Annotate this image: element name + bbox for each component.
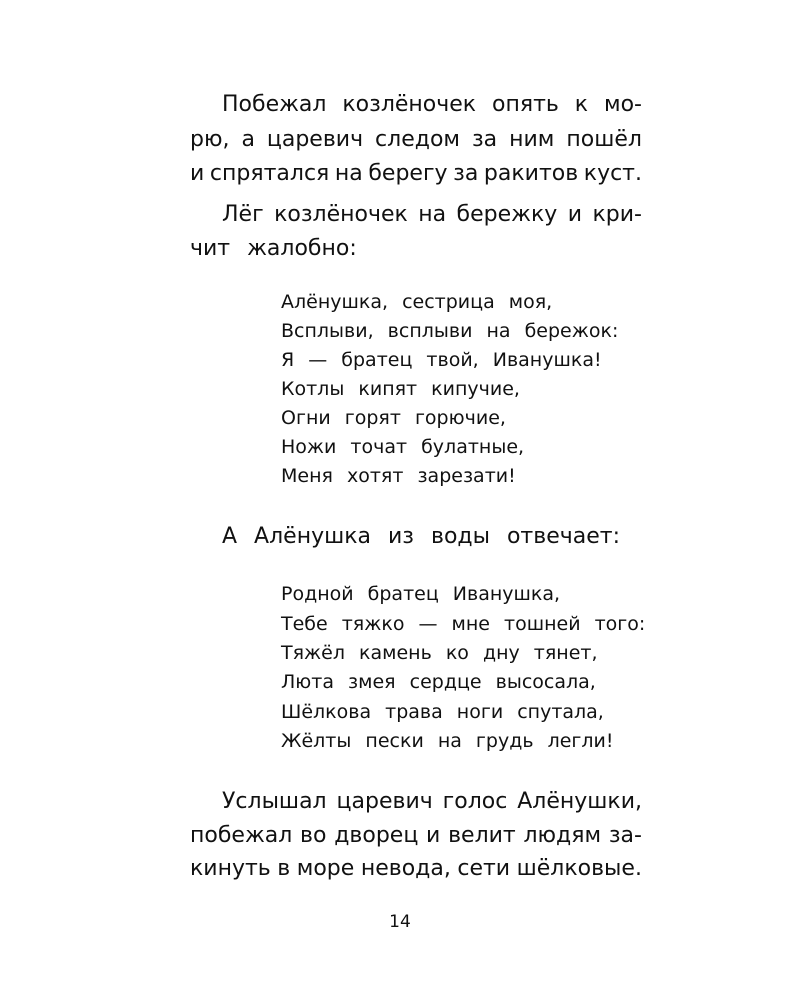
verse-2-line: Шёлкова трава ноги спутала,: [281, 701, 604, 723]
word: куст.: [583, 161, 642, 186]
word: берегу: [368, 161, 448, 186]
paragraph-4-line-2: [190, 823, 642, 848]
word: Услышал: [222, 789, 327, 814]
paragraph-1-line-1: [222, 92, 642, 117]
word: и: [567, 202, 583, 227]
paragraph-1-line-2: [190, 127, 642, 152]
word: голос: [442, 789, 508, 814]
word: и: [426, 823, 441, 848]
verse-1-line: Я — братец твой, Иванушка!: [281, 349, 602, 371]
word: на: [418, 202, 447, 227]
paragraph-2-line-1: [222, 202, 642, 227]
word: в: [277, 856, 291, 881]
word: царевич: [266, 127, 364, 152]
word: Лёг: [222, 202, 264, 227]
word: мо-: [603, 92, 642, 117]
verse-2-line: Люта змея сердце высосала,: [281, 671, 596, 693]
verse-2-line: Тебе тяжко — мне тошней того:: [281, 613, 646, 635]
paragraph-3: А Алёнушка из воды отвечает:: [222, 524, 620, 549]
word: за-: [608, 823, 642, 848]
word: следом: [375, 127, 461, 152]
word: к: [574, 92, 589, 117]
word: рю,: [190, 127, 230, 152]
word: сети: [457, 856, 511, 881]
word: спрятался: [209, 161, 330, 186]
word: Алёнушки,: [517, 789, 642, 814]
word: во: [300, 823, 327, 848]
verse-2-line: Жёлты пески на грудь легли!: [281, 730, 614, 752]
paragraph-4-line-3: [190, 856, 642, 881]
paragraph-4-line-1: [222, 789, 642, 814]
verse-1-line: Меня хотят зарезати!: [281, 465, 516, 487]
word: людям: [523, 823, 602, 848]
word: шёлковые.: [516, 856, 642, 881]
verse-1-line: Огни горят горючие,: [281, 407, 506, 429]
verse-1-line: Ножи точат булатные,: [281, 436, 525, 458]
paragraph-1-line-3: [190, 161, 642, 186]
word: а: [241, 127, 255, 152]
word: Побежал: [222, 92, 327, 117]
word: ним: [509, 127, 555, 152]
word: опять: [492, 92, 559, 117]
word: море: [296, 856, 355, 881]
page-number: 14: [389, 912, 411, 932]
verse-2-line: Тяжёл камень ко дну тянет,: [281, 642, 598, 664]
word: и: [190, 161, 205, 186]
verse-1-line: Котлы кипят кипучие,: [281, 378, 520, 400]
word: побежал: [190, 823, 293, 848]
word: за: [471, 127, 498, 152]
verse-1-line: Всплыви, всплыви на бережок:: [281, 320, 619, 342]
verse-2-line: Родной братец Иванушка,: [281, 583, 561, 605]
word: кри-: [592, 202, 642, 227]
word: велит: [448, 823, 516, 848]
word: дворец: [334, 823, 419, 848]
word: кинуть: [190, 856, 271, 881]
word: царевич: [336, 789, 433, 814]
word: ракитов: [483, 161, 579, 186]
verse-1-line: Алёнушка, сестрица моя,: [281, 291, 553, 313]
word: за: [453, 161, 479, 186]
word: на: [334, 161, 363, 186]
word: бережку: [456, 202, 558, 227]
word: козлёночек: [342, 92, 477, 117]
word: невода,: [360, 856, 451, 881]
word: козлёночек: [274, 202, 408, 227]
word: пошёл: [566, 127, 642, 152]
paragraph-2-line-2: чит жалобно:: [190, 236, 357, 261]
